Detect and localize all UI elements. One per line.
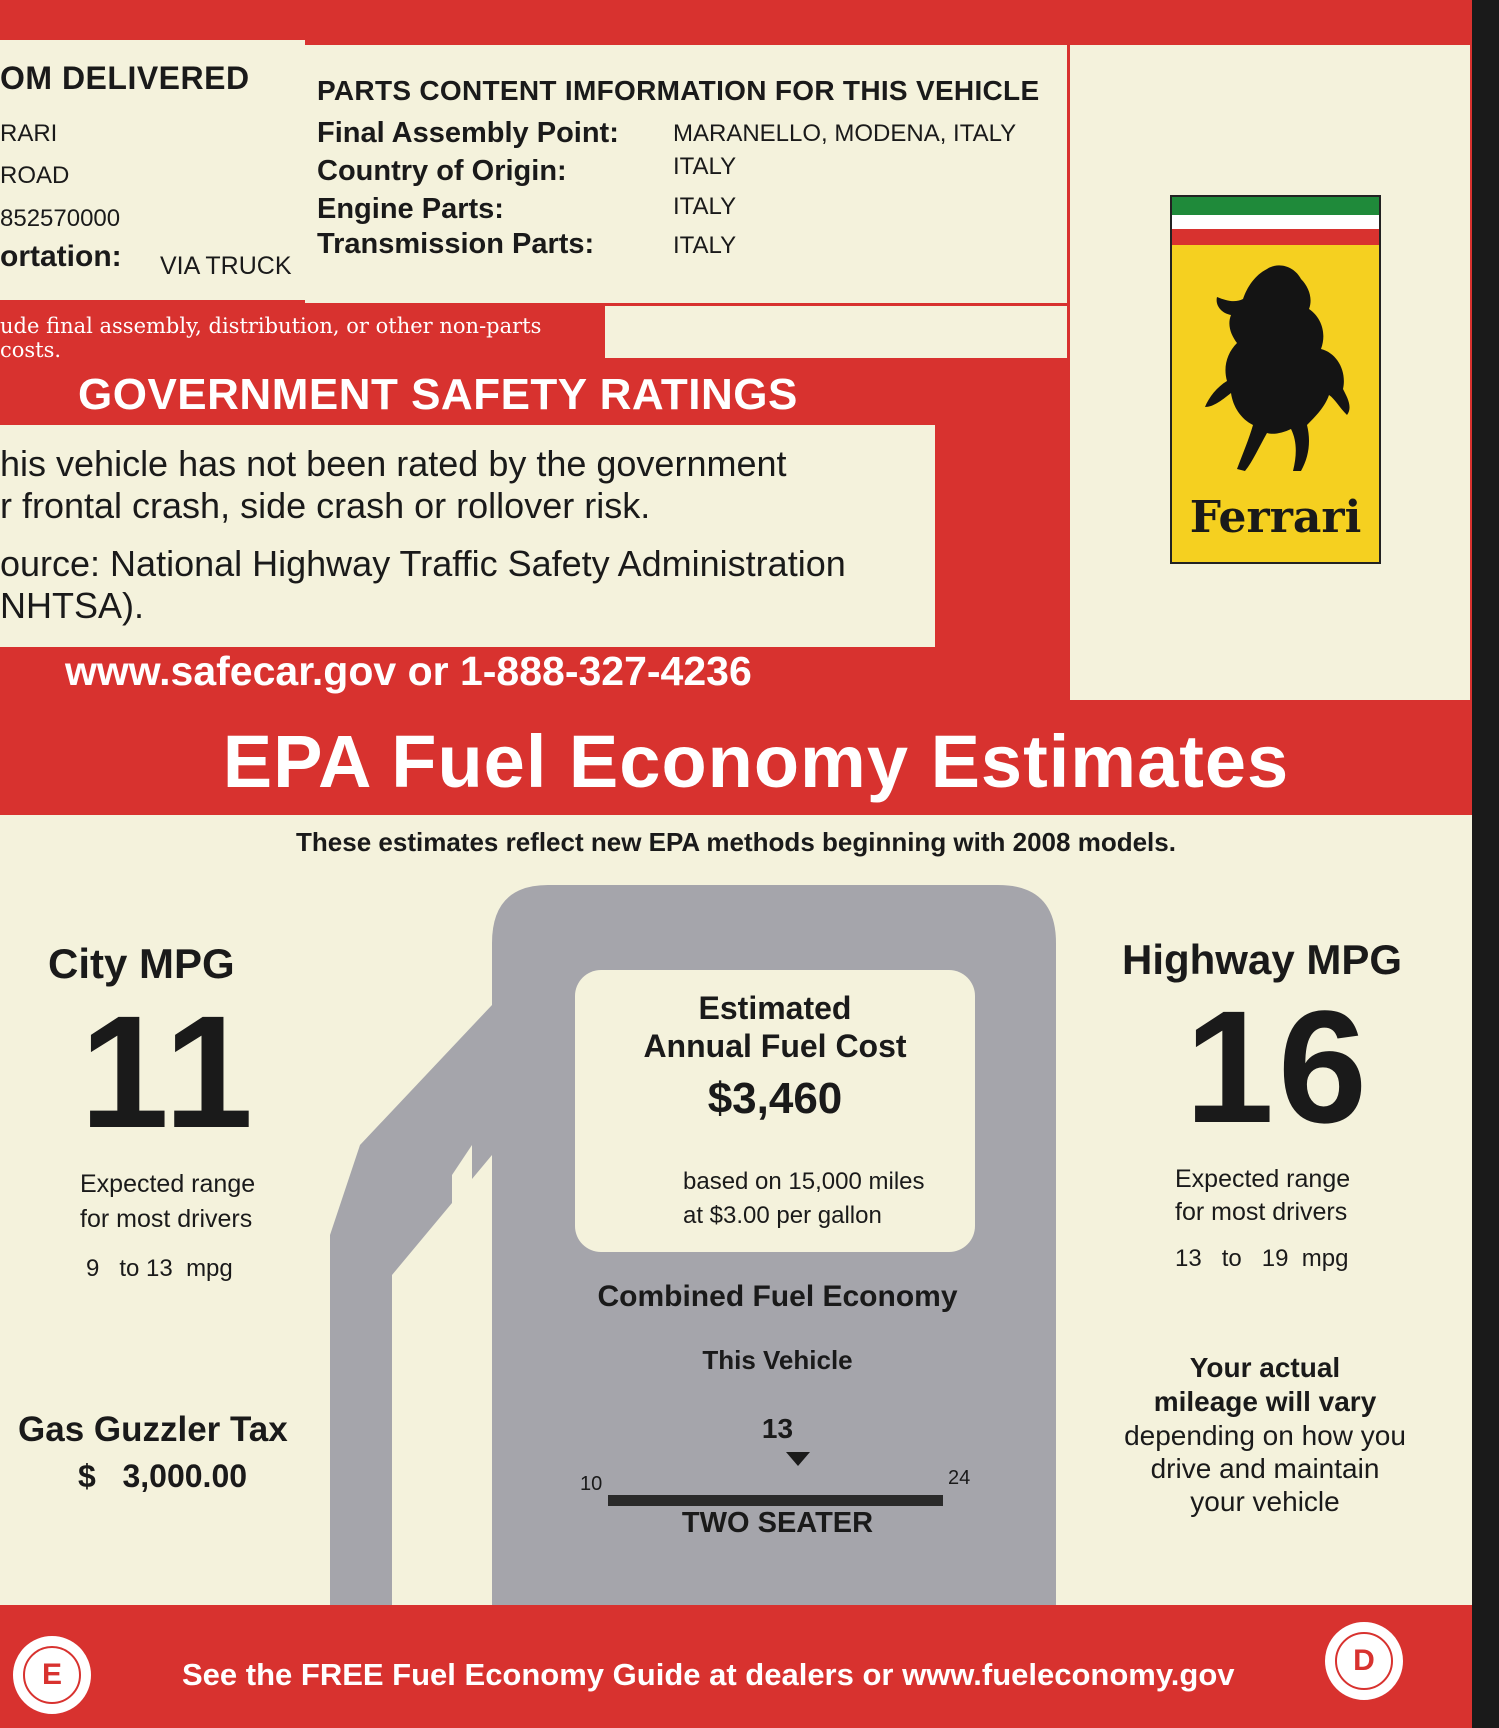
parts-label-assembly: Final Assembly Point:: [317, 117, 619, 149]
flag-stripe-green: [1172, 197, 1379, 215]
parts-content-box: [305, 45, 1070, 303]
cost-label-2: Annual Fuel Cost: [643, 1028, 907, 1064]
scale-min: 10: [580, 1473, 603, 1495]
scale-max: 24: [948, 1467, 971, 1489]
safety-line-1: his vehicle has not been rated by the government: [0, 443, 787, 484]
scale-marker-icon: [786, 1452, 810, 1466]
footer-text: See the FREE Fuel Economy Guide at dealers or www.fueleconomy.gov: [182, 1657, 1235, 1692]
ferrari-logo: [1170, 195, 1381, 564]
city-mpg-section: [0, 920, 330, 1600]
city-mpg-value: 11: [80, 982, 258, 1161]
parts-value-origin: ITALY: [673, 153, 737, 180]
disclaimer-cream-fill: [605, 306, 1067, 358]
vary-line-4: drive and maintain: [1150, 1453, 1380, 1484]
safety-contact: [0, 648, 945, 700]
footer-band: [0, 1605, 1472, 1728]
prancing-horse-icon: [1197, 257, 1357, 482]
combined-scale-bar: [608, 1495, 943, 1506]
flag-stripe-red: [1172, 229, 1379, 245]
epa-seal-icon: E: [10, 1633, 94, 1717]
epa-subtitle: These estimates reflect new EPA methods beginning with 2008 models.: [296, 827, 1176, 857]
highway-mpg-section: [1090, 920, 1470, 1600]
flag-stripe-white: [1172, 215, 1379, 229]
city-mpg-label: City MPG: [48, 940, 235, 987]
delivered-line-1: RARI: [0, 120, 58, 147]
safety-contact-text: www.safecar.gov or 1-888-327-4236: [65, 648, 752, 694]
vehicle-class: TWO SEATER: [681, 1507, 874, 1539]
vary-line-3: depending on how you: [1124, 1420, 1406, 1451]
delivered-line-3: 852570000: [0, 205, 121, 232]
highway-range-label-1: Expected range: [1175, 1165, 1351, 1193]
parts-disclaimer: [0, 302, 605, 362]
parts-label-transmission: Transmission Parts:: [317, 228, 595, 260]
city-range-value: 9 to 13 mpg: [86, 1255, 233, 1282]
delivered-heading: OM DELIVERED: [0, 60, 250, 96]
highway-range-value: 13 to 19 mpg: [1175, 1245, 1349, 1272]
parts-value-engine: ITALY: [673, 193, 737, 220]
annual-fuel-cost-box: [575, 970, 975, 1252]
cost-basis-price: at $3.00 per gallon: [683, 1202, 882, 1229]
epa-main-section: [0, 815, 1472, 1605]
transport-value: VIA TRUCK: [160, 252, 292, 280]
parts-value-assembly: MARANELLO, MODENA, ITALY: [673, 120, 1017, 147]
safety-line-4: NHTSA).: [0, 585, 144, 626]
epa-title-band: [0, 712, 1472, 812]
city-range-label-1: Expected range: [80, 1170, 256, 1198]
combined-value: 13: [761, 1413, 794, 1444]
safety-ratings-header: [0, 362, 945, 424]
cost-label-1: Estimated: [698, 990, 852, 1026]
gas-guzzler-value: $ 3,000.00: [78, 1458, 248, 1494]
vary-line-1: Your actual: [1189, 1352, 1341, 1383]
gas-guzzler-label: Gas Guzzler Tax: [18, 1410, 288, 1449]
epa-title: EPA Fuel Economy Estimates: [222, 720, 1290, 803]
annual-fuel-cost: $3,460: [707, 1074, 843, 1123]
vary-line-5: your vehicle: [1190, 1486, 1340, 1517]
delivered-line-2: ROAD: [0, 162, 70, 189]
safety-line-3: ource: National Highway Traffic Safety Administration: [0, 543, 846, 584]
parts-value-transmission: ITALY: [673, 232, 737, 259]
parts-disclaimer-text: ude final assembly, distribution, or other non-parts costs.: [0, 314, 542, 362]
highway-range-label-2: for most drivers: [1175, 1198, 1348, 1226]
combined-this-vehicle-label: This Vehicle: [702, 1345, 853, 1375]
combined-fuel-economy-title: Combined Fuel Economy: [597, 1280, 958, 1313]
transport-label: ortation:: [0, 240, 122, 273]
parts-title: PARTS CONTENT IMFORMATION FOR THIS VEHICLE: [317, 75, 1040, 106]
cost-basis-miles: based on 15,000 miles: [683, 1168, 925, 1195]
safety-line-2: r frontal crash, side crash or rollover risk.: [0, 485, 651, 526]
highway-mpg-value: 16: [1185, 977, 1371, 1156]
parts-label-engine: Engine Parts:: [317, 193, 504, 225]
city-range-label-2: for most drivers: [80, 1205, 253, 1233]
highway-mpg-label: Highway MPG: [1122, 936, 1403, 983]
ferrari-wordmark: Ferrari: [1189, 492, 1362, 543]
parts-label-origin: Country of Origin:: [317, 155, 567, 187]
safety-ratings-title: GOVERNMENT SAFETY RATINGS: [78, 370, 798, 419]
doe-seal-icon: D: [1322, 1619, 1406, 1703]
safety-ratings-body: [0, 425, 935, 647]
delivered-info: [0, 40, 305, 300]
vary-line-2: mileage will vary: [1153, 1386, 1377, 1417]
